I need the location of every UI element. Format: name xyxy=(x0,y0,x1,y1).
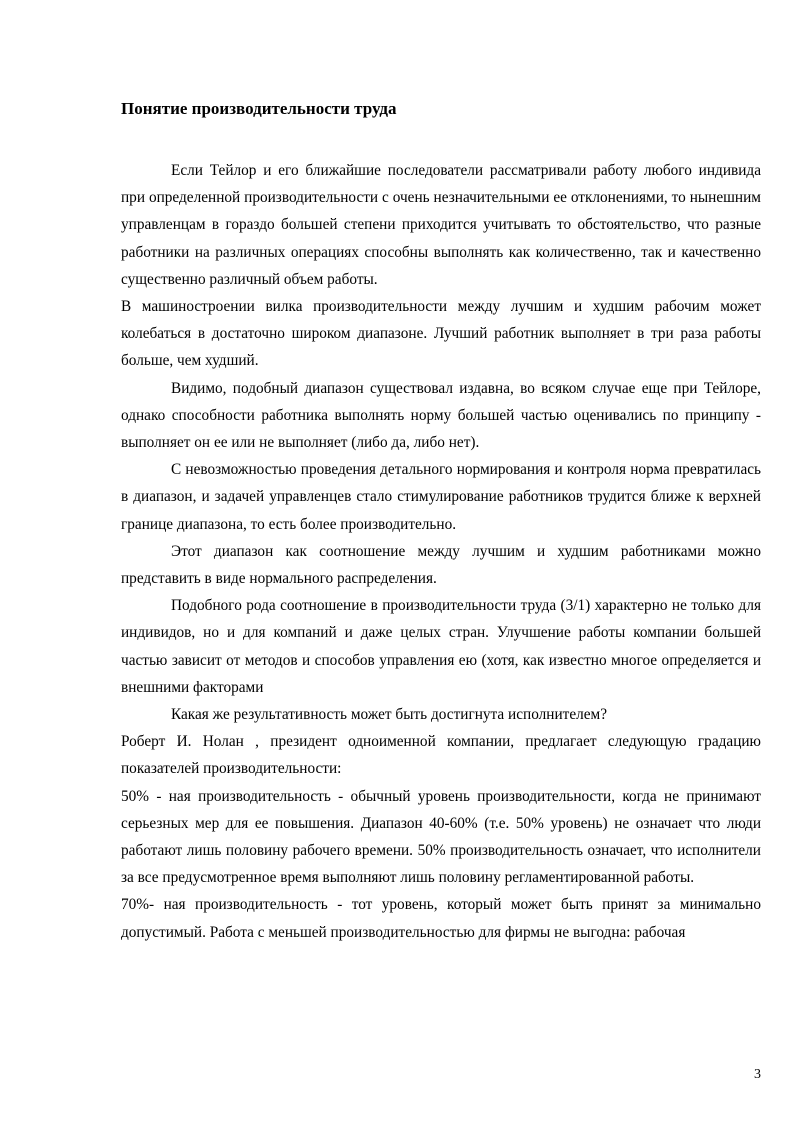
paragraph-5: Этот диапазон как соотношение между лучшим и худшим работниками можно представить в виде нормального распределения. xyxy=(121,542,761,588)
page-heading: Понятие производительности труда xyxy=(121,99,397,118)
paragraph-2: В машиностроении вилка производительности между лучшим и худшим рабочим может колебаться в достаточно широком диапазоне. Лучший работник выполняет в три раза работы больше, чем худший. xyxy=(121,298,761,370)
paragraph-9: 50% - ная производительность - обычный уровень производительности, когда не принимают серьезных мер для ее повышения. Диапазон 40-60% (т.е. 50% уровень) не означает что люди работают лишь половину рабочего времени. 50% производительность означает, что исполнители за все предусмотренное время выполняют лишь половину регламентированной работы. xyxy=(121,787,761,887)
page-number: 3 xyxy=(754,1067,761,1082)
paragraph-10: 70%- ная производительность - тот уровень, который может быть принят за минимально допустимый. Работа с меньшей производительностью для фирмы не выгодна: рабочая xyxy=(121,896,761,941)
body-text xyxy=(121,157,761,946)
paragraph-3: Видимо, подобный диапазон существовал издавна, во всяком случае еще при Тейлоре, однако способности работника выполнять норму большей частью оценивались по принципу - выполняет он ее или не выполняет (либо да, либо нет). xyxy=(121,379,761,452)
paragraph-4: С невозможностью проведения детального нормирования и контроля норма превратилась в диапазон, и задачей управленцев стало стимулирование работников трудится ближе к верхней границе диапазона, то есть более производительно. xyxy=(121,461,761,533)
paragraph-7: Какая же результативность может быть достигнута исполнителем? xyxy=(171,706,608,724)
paragraph-8: Роберт И. Нолан , президент одноименной компании, предлагает следующую градацию показателей производительности: xyxy=(121,733,761,778)
paragraph-1: Если Тейлор и его ближайшие последователи рассматривали работу любого индивида при определенной производительности с очень незначительными ее отклонениями, то нынешним управленцам в гораздо большей степени приходится учитывать то обстоятельство, что разные работники на различных операциях способны выполнять как количественно, так и качественно существенно различный объем работы. xyxy=(121,162,761,288)
paragraph-6: Подобного рода соотношение в производительности труда (3/1) характерно не только для индивидов, но и для компаний и даже целых стран. Улучшение работы компании большей частью зависит от методов и способов управления ею (хотя, как известно многое определяется и внешними факторами xyxy=(121,597,761,696)
